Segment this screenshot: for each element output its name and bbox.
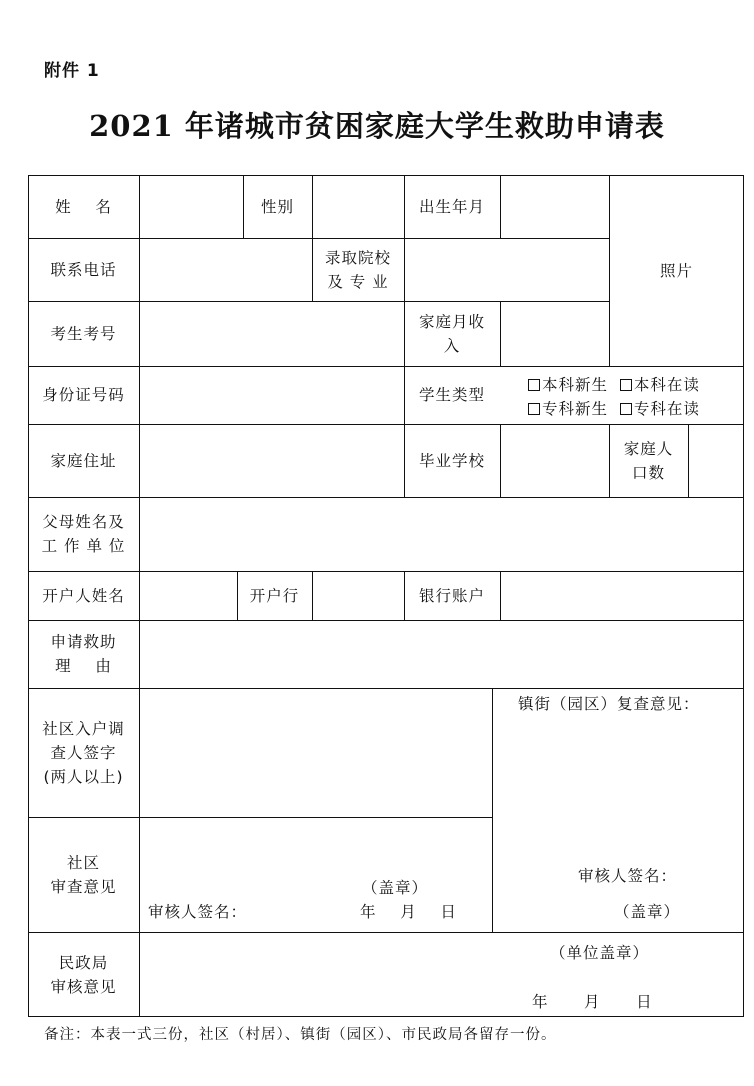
checkbox-icon bbox=[528, 403, 540, 415]
label-cell-community-survey bbox=[28, 688, 139, 817]
admission-label-line1: 录取院校 bbox=[324, 248, 391, 267]
reason-label-line1: 申请救助 bbox=[50, 633, 117, 651]
col-line bbox=[688, 424, 689, 497]
photo-cell bbox=[609, 175, 744, 366]
bank-account-label: 银行账户 bbox=[418, 586, 485, 605]
checkbox-icon bbox=[528, 379, 540, 391]
community-review-label-line1: 社区 bbox=[66, 853, 100, 872]
label-cell-bank bbox=[237, 571, 312, 620]
label-cell-community-review bbox=[28, 817, 139, 932]
id-label: 身份证号码 bbox=[42, 386, 125, 404]
civil-affairs-label-line2: 审核意见 bbox=[50, 977, 117, 996]
civil-affairs-date-label: 年 月 日 bbox=[532, 993, 653, 1011]
col-line bbox=[500, 571, 501, 620]
option-label: 专科在读 bbox=[633, 400, 700, 418]
option-undergrad-new[interactable] bbox=[528, 373, 608, 395]
family-income-label-line2: 入 bbox=[443, 336, 461, 355]
option-college-new[interactable] bbox=[528, 397, 608, 419]
label-cell-student-type bbox=[404, 366, 500, 424]
footnote: 备注：本表一式三份，社区（村居）、镇街（园区）、市民政局各留存一份。 bbox=[44, 1027, 557, 1043]
col-line bbox=[312, 571, 313, 620]
student-type-label: 学生类型 bbox=[418, 386, 485, 404]
family-income-label-line1: 家庭月收 bbox=[418, 312, 485, 331]
label-cell-account-name bbox=[28, 571, 139, 620]
community-reviewer-sign-label: 审核人签名： bbox=[148, 903, 248, 921]
form-title: 2021 年诸城市贫困家庭大学生救助申请表 bbox=[89, 109, 665, 143]
town-review-label: 镇街（园区）复查意见： bbox=[518, 695, 700, 713]
student-type-options-row2 bbox=[528, 397, 700, 419]
label-cell-bank-account bbox=[404, 571, 500, 620]
family-size-label-line2: 口数 bbox=[631, 463, 665, 482]
town-reviewer-sign-label: 审核人签名： bbox=[578, 867, 678, 885]
label-cell-phone bbox=[28, 238, 139, 301]
label-cell-address bbox=[28, 424, 139, 497]
label-cell-parents bbox=[28, 497, 139, 571]
community-date-label: 年 月 日 bbox=[360, 903, 457, 921]
photo-label: 照片 bbox=[659, 261, 693, 280]
account-name-label: 开户人姓名 bbox=[42, 586, 125, 605]
option-label: 专科新生 bbox=[542, 400, 609, 418]
exam-no-label: 考生考号 bbox=[50, 324, 117, 343]
label-cell-gender bbox=[243, 175, 312, 238]
label-cell-graduate-school bbox=[404, 424, 500, 497]
attachment-label: 附件 1 bbox=[44, 61, 100, 81]
community-survey-label-line3: (两人以上) bbox=[43, 767, 124, 786]
birth-label: 出生年月 bbox=[418, 197, 485, 216]
community-review-label-line2: 审查意见 bbox=[50, 877, 117, 896]
gender-label: 性别 bbox=[260, 197, 294, 216]
option-label: 本科新生 bbox=[542, 376, 609, 394]
community-survey-label-line1: 社区入户调 bbox=[42, 719, 125, 738]
parents-label-line2: 工 作 单 位 bbox=[41, 537, 126, 555]
student-type-options-row1 bbox=[528, 373, 700, 395]
label-cell-id bbox=[28, 366, 139, 424]
checkbox-icon bbox=[620, 403, 632, 415]
col-line bbox=[500, 301, 501, 366]
option-college-current[interactable] bbox=[620, 397, 700, 419]
col-line bbox=[500, 175, 501, 238]
label-cell-admission bbox=[312, 238, 404, 301]
town-seal-label: （盖章） bbox=[614, 903, 681, 921]
label-cell-name bbox=[28, 175, 139, 238]
address-label: 家庭住址 bbox=[50, 451, 117, 470]
label-cell-birth bbox=[404, 175, 500, 238]
label-cell-family-size bbox=[609, 424, 688, 497]
label-cell-exam-no bbox=[28, 301, 139, 366]
col-line bbox=[492, 688, 493, 932]
family-size-label-line1: 家庭人 bbox=[623, 439, 674, 458]
label-cell-family-income bbox=[404, 301, 500, 366]
parents-label-line1: 父母姓名及 bbox=[42, 513, 125, 531]
community-survey-label-line2: 查人签字 bbox=[50, 743, 117, 762]
label-cell-civil-affairs bbox=[28, 932, 139, 1017]
col-line bbox=[139, 175, 140, 1017]
community-seal-label: （盖章） bbox=[362, 879, 429, 897]
name-label: 姓 名 bbox=[55, 197, 112, 216]
checkbox-icon bbox=[620, 379, 632, 391]
bank-label: 开户行 bbox=[249, 586, 300, 605]
unit-seal-label: （单位盖章） bbox=[550, 944, 650, 962]
phone-label: 联系电话 bbox=[50, 260, 117, 279]
civil-affairs-label-line1: 民政局 bbox=[58, 953, 109, 972]
label-cell-reason bbox=[28, 620, 139, 688]
col-line bbox=[500, 424, 501, 497]
reason-label-line2: 理 由 bbox=[55, 657, 112, 675]
admission-label-line2: 及 专 业 bbox=[327, 272, 389, 291]
option-label: 本科在读 bbox=[633, 376, 700, 394]
option-undergrad-current[interactable] bbox=[620, 373, 700, 395]
graduate-school-label: 毕业学校 bbox=[418, 451, 485, 470]
